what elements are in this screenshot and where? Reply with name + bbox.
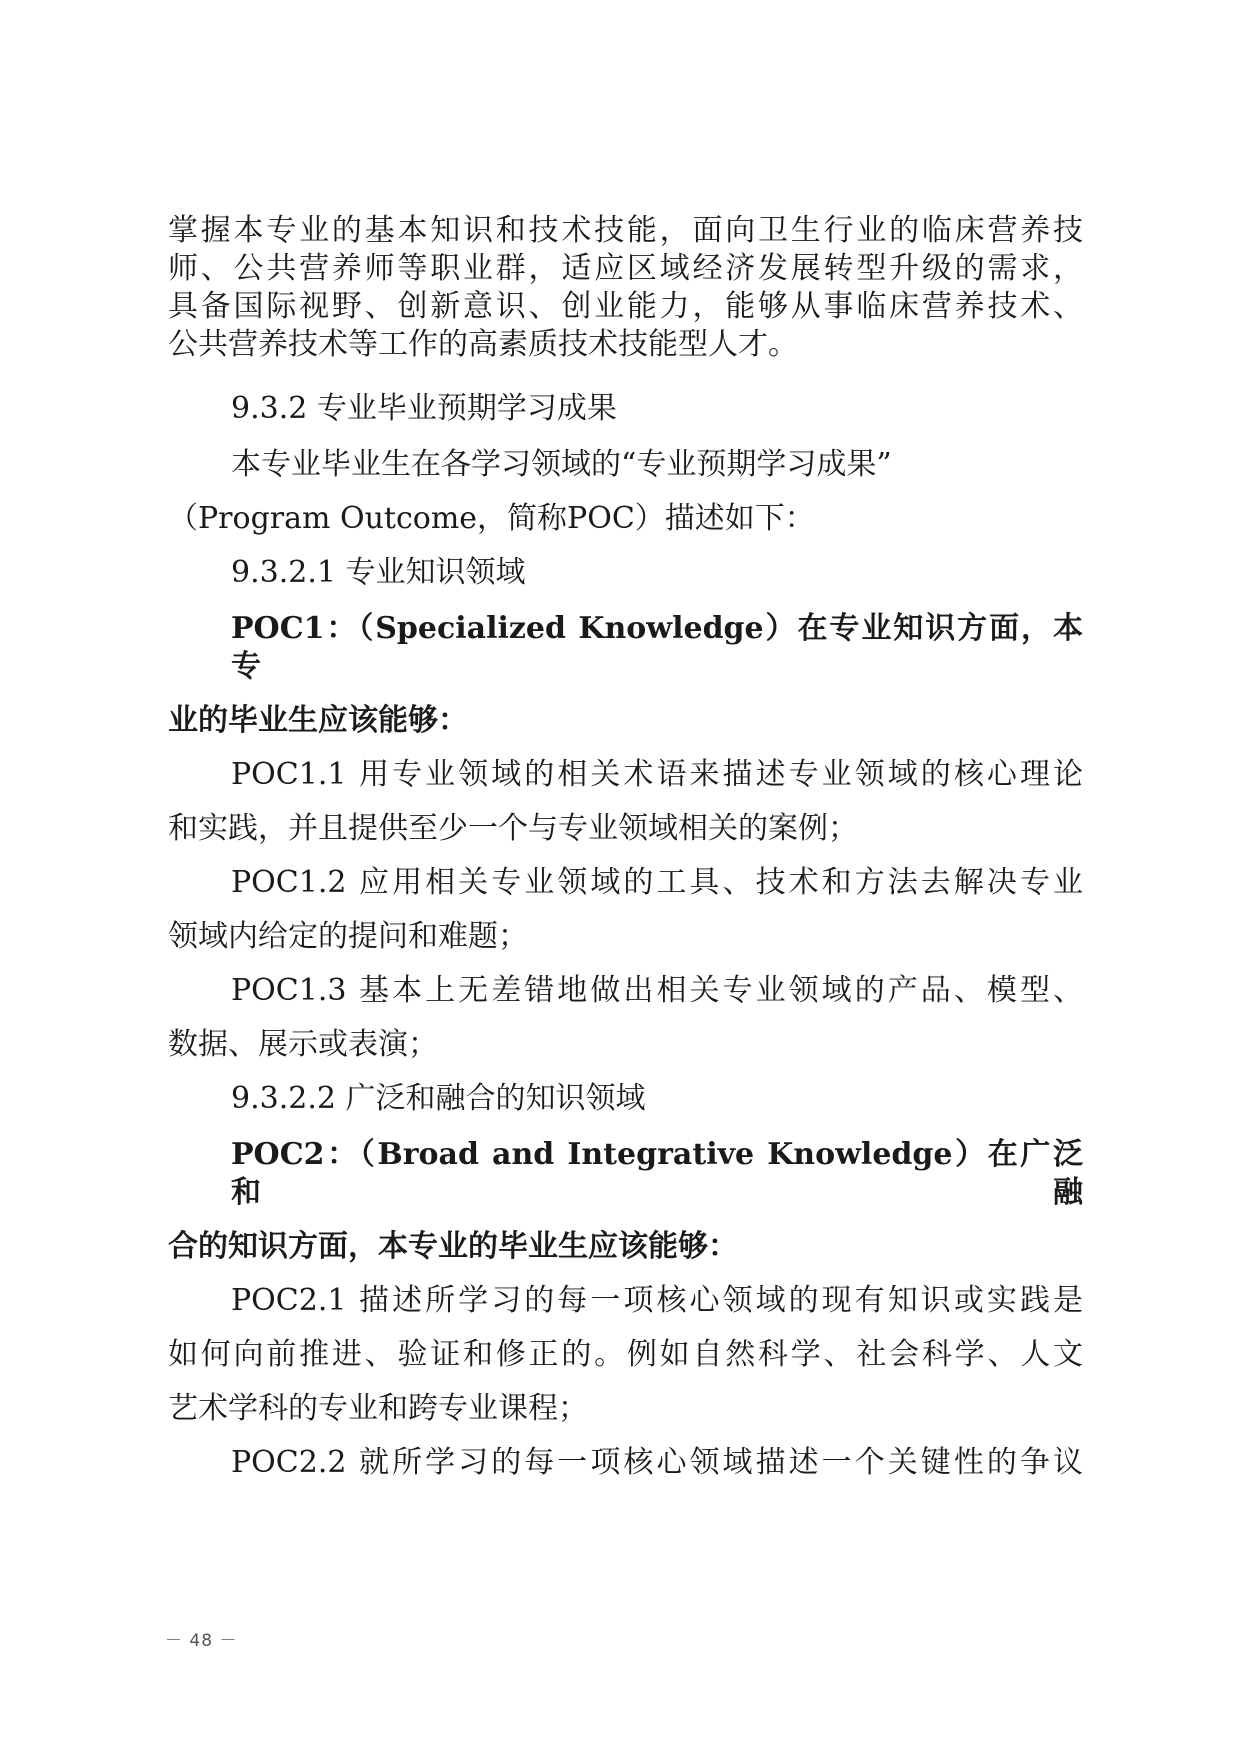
- poc2-1-item: [168, 1282, 1083, 1428]
- section-heading-9-3-2-2: 9.3.2.2 广泛和融合的知识领域: [231, 1081, 646, 1116]
- poc1-title-line-2: 业的毕业生应该能够：: [168, 703, 468, 738]
- section-heading-9-3-2: 9.3.2 专业毕业预期学习成果: [231, 391, 617, 426]
- poc1-1-line-2: 和实践，并且提供至少一个与专业领域相关的案例；: [168, 811, 858, 846]
- section-932-description: [168, 446, 1083, 538]
- intro-line-4: 公共营养技术等工作的高素质技术技能型人才。: [168, 327, 798, 362]
- intro-line-3: 具备国际视野、创新意识、创业能力，能够从事临床营养技术、: [168, 289, 1083, 324]
- poc2-title-line-1: POC2：（Broad and Integrative Knowledge）在广泛和融: [231, 1137, 1083, 1210]
- poc1-3-line-1: POC1.3 基本上无差错地做出相关专业领域的产品、模型、: [231, 973, 1083, 1008]
- poc1-title-line-1: POC1：（Specialized Knowledge）在专业知识方面，本专: [231, 611, 1083, 684]
- poc2-2-item: [168, 1444, 1083, 1482]
- intro-line-2: 师、公共营养师等职业群，适应区域经济发展转型升级的需求，: [168, 251, 1083, 286]
- poc2-1-line-3: 艺术学科的专业和跨专业课程；: [168, 1391, 588, 1426]
- intro-paragraph: [168, 212, 1083, 364]
- poc1-1-item: [168, 756, 1083, 848]
- poc1-2-item: [168, 864, 1083, 956]
- page-number: － 48 －: [165, 1631, 238, 1651]
- poc2-title-line-2: 合的知识方面，本专业的毕业生应该能够：: [168, 1229, 738, 1264]
- poc1-title: [168, 610, 1083, 740]
- intro-line-1: 掌握本专业的基本知识和技术技能，面向卫生行业的临床营养技: [168, 213, 1083, 248]
- poc1-3-line-2: 数据、展示或表演；: [168, 1027, 438, 1062]
- poc2-2-line-1: POC2.2 就所学习的每一项核心领域描述一个关键性的争议: [231, 1445, 1083, 1480]
- section-932-desc-line-1: 本专业毕业生在各学习领域的“专业预期学习成果”: [231, 447, 892, 482]
- poc1-1-line-1: POC1.1 用专业领域的相关术语来描述专业领域的核心理论: [231, 757, 1083, 792]
- page-content: [168, 212, 1083, 1482]
- poc2-1-line-1: POC2.1 描述所学习的每一项核心领域的现有知识或实践是: [231, 1283, 1083, 1318]
- section-heading-9-3-2-1: 9.3.2.1 专业知识领域: [231, 555, 526, 590]
- poc2-title: [168, 1136, 1083, 1266]
- poc1-3-item: [168, 972, 1083, 1064]
- poc1-2-line-2: 领域内给定的提问和难题；: [168, 919, 528, 954]
- poc2-1-line-2: 如何向前推进、验证和修正的。例如自然科学、社会科学、人文: [168, 1337, 1083, 1372]
- section-932-desc-line-2: （Program Outcome，简称POC）描述如下：: [168, 501, 815, 536]
- poc1-2-line-1: POC1.2 应用相关专业领域的工具、技术和方法去解决专业: [231, 865, 1083, 900]
